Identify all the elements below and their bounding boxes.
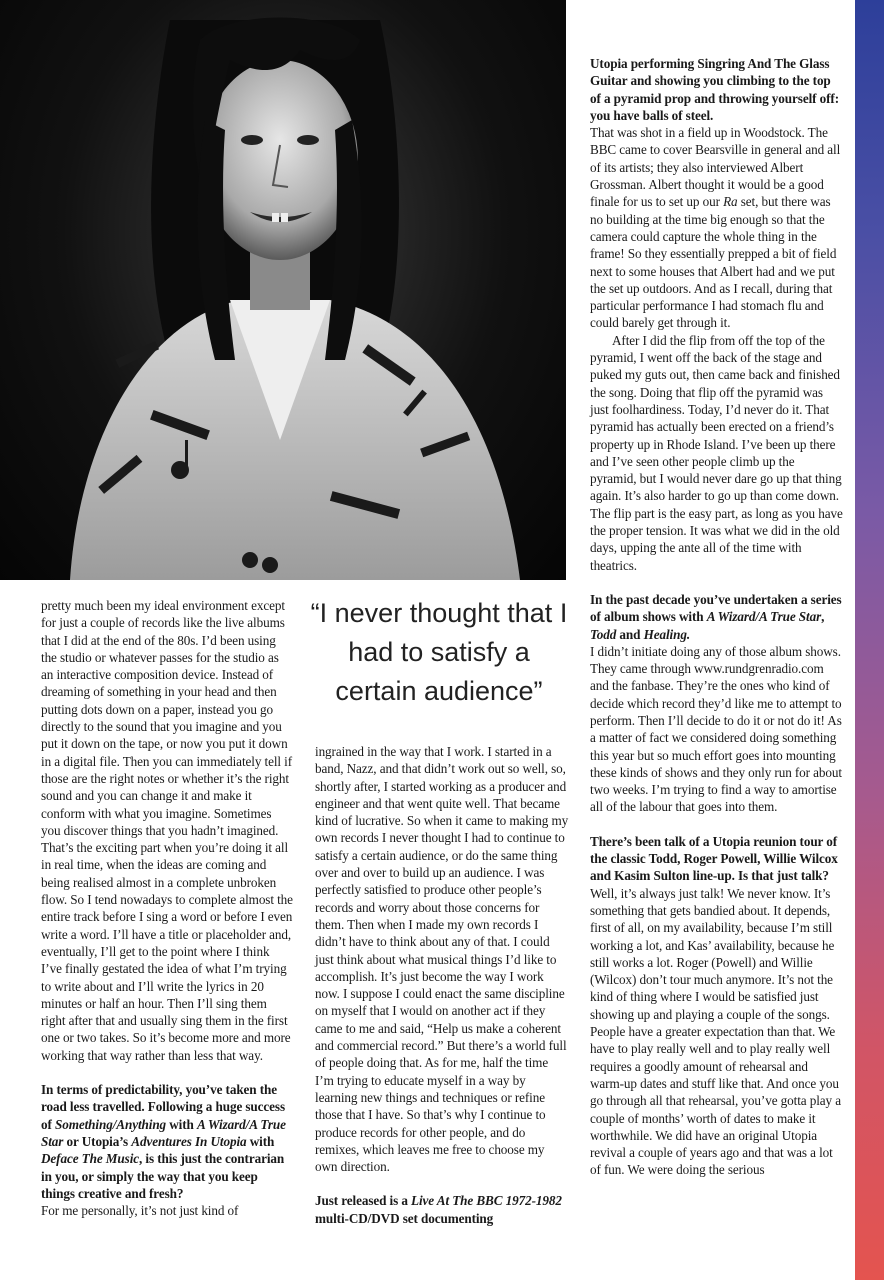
body-paragraph: After I did the flip from off the top of the pyramid, I went off the back of the stage and puked my guts out, then came back and finished the song. Doing that flip off the pyramid was just foolhardiness. Today, I’d never do it. That pyramid has actually been erected on a friend’s property up in Rhode Island. I’ve been up there and I’ve seen other people climb up the pyramid, but I would never dare go up that thing again. It’s also harder to go up than come down. The flip part is the easy part, as long as you have the proper tension. It was what we did in the old days, upping the ante all of the time with theatrics. [590,332,843,573]
body-paragraph: I didn’t initiate doing any of those album shows. They came through www.rundgrenradio.com and the fanbase. They’re the ones who kind of decide which record they’d like me to attempt to perform. Then I’ll decide to do it or not do it! As a matter of fact we considered doing something this year but so much effort goes into mounting these kinds of shows and they only run for about two weeks. I’m trying to find a way to amortise all of the labour that goes into them. [590,643,842,815]
interview-question: There’s been talk of a Utopia reunion tour of the classic Todd, Roger Powell, Willie Wilcox and Kasim Sulton line-up. Is that just talk? [590,833,838,884]
portrait-illustration [0,0,566,580]
left-column [41,597,293,1219]
color-gradient-strip [855,0,884,1280]
body-paragraph: That was shot in a field up in Woodstock. The BBC came to cover Bearsville in general and all of its artists; they also interviewed Albert Grossman. Albert thought it would be a good finale for us to set up our Ra set, but there was no building at the time big enough so that the camera could capture the whole thing in the frame! So they essentially prepped a bit of field next to some houses that Albert had and we put the set up outdoors. And as I recall, during that particular performance I had stomach flu and could barely get through it. [590,125,841,331]
pull-quote: “I never thought that I had to satisfy a certain audience” [310,598,568,706]
interview-question: In terms of predictability, you’ve taken the road less travelled. Following a huge success of Something/Anything with A Wizard/A True Star or Utopia’s Adventures In Utopia with Deface The Music, is this just the contrarian in you, or simply the way that you keep things creative and fresh? [41,1082,286,1201]
interview-question: In the past decade you’ve undertaken a series of album shows with A Wizard/A True Star, Todd and Healing. [590,591,842,642]
middle-column [315,743,569,1227]
body-paragraph: Well, it’s always just talk! We never know. It’s something that gets bandied about. It depends, first of all, on my availability, because I’m still working a lot, and Kas’ availability, because he still works a lot. Roger (Powell) and Willie (Wilcox) don’t tour much anymore. It’s not the kind of thing where I would be satisfied just showing up and playing a couple of the songs. People have a greater expectation than that. We have to play really well and to play really well requires a goodly amount of rehearsal and warm-up dates and stuff like that. And once you go through all that rehearsal, you’ve gotta play a couple of months’ worth of dates to make it worthwhile. We did have an original Utopia revival a couple of years ago and that was a lot of fun. We were doing the serious [590,885,841,1178]
interview-question: Just released is a Live At The BBC 1972-1982 multi-CD/DVD set documenting [315,1193,562,1226]
right-column [590,55,844,1179]
interview-question: Utopia performing Singring And The Glass Guitar and showing you climbing to the top of a pyramid prop and throwing yourself off: you have balls of steel. [590,56,839,123]
body-paragraph: ingrained in the way that I work. I started in a band, Nazz, and that didn’t work out so well, so, shortly after, I started working as a producer and engineer and that went quite well. That became kind of lucrative. So when it came to making my own records I never thought I had to continue to satisfy a certain audience, or do the same thing over and over to build up an audience. I was perfectly satisfied to produce other people’s records and worry about those concerns for them. Then when I made my own records I didn’t have to think about any of that. I could just think about what musical things I’d like to accomplish. It’s just become the way I work now. I suppose I could enact the same discipline on myself that I would on another act if they came to me and said, “Help us make a coherent and commercial record.” But there’s a world full of people doing that. As for me, half the time I’m trying to educate myself in a way by learning new things and techniques or refine those that I have. So that’s why I continue to produce records for other people, and do remixes, which leaves me free to choose my own direction. [315,744,569,1175]
body-paragraph: pretty much been my ideal environment except for just a couple of records like the live albums that I did at the end of the 80s. I’d been using the studio or whatever passes for the studio as an interactive composition device. Instead of dreaming of something in your head and then putting dots down on a paper, instead you go directly to the sound that you imagine and you put it down on the tape, or now you put it down in a digital file. Then you can immediately tell if those are the right notes or whether it’s the right sound and you can change it and make it conform with what you imagine. Sometimes you discover things that you hadn’t imagined. That’s the exciting part when you’re doing it all in real time, when the ideas are coming and being realised almost in a complete unbroken flow. So I tend nowadays to complete almost the entire track before I sing a word or before I even write a word. I’ll have a title or placeholder and, eventually, I’ll get to the point where I think I’ve finally gestated the idea of what I’m trying to write about and I’ll write the lyrics in 20 minutes or half an hour. Then I’ll sing them right after that and usually sing them in the first one or two takes. So it’s become more and more working that way rather than less that way. [41,598,293,1063]
portrait-photo [0,0,566,580]
body-paragraph: For me personally, it’s not just kind of [41,1203,239,1219]
